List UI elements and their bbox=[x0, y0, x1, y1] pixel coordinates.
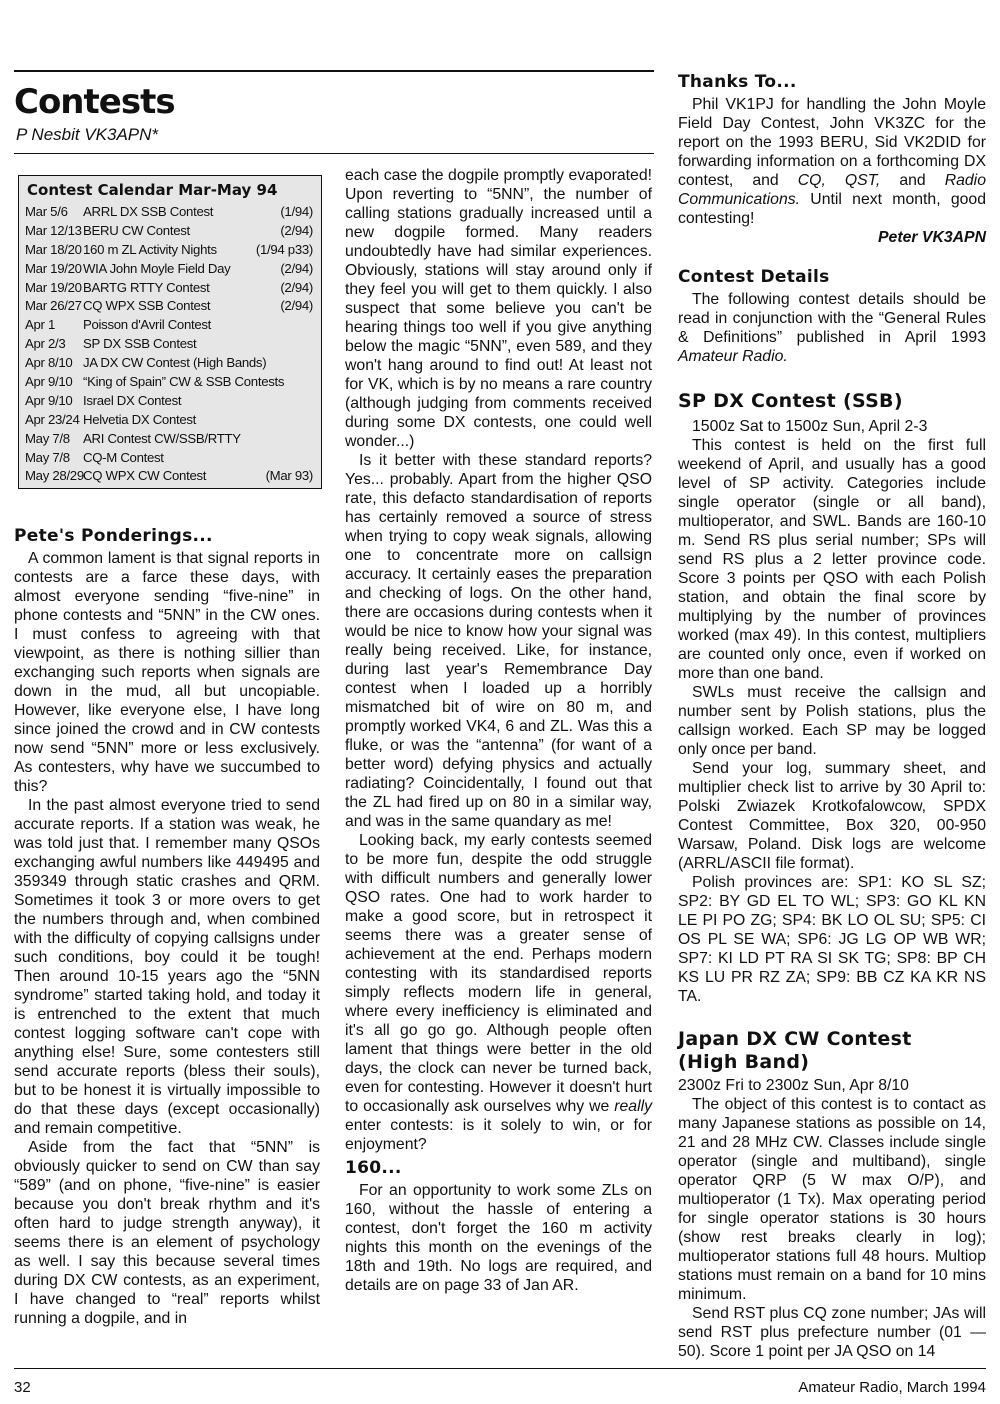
thanks-text-b: and bbox=[880, 172, 945, 189]
ponderings-paragraph-6 bbox=[345, 831, 652, 1154]
sp-dx-paragraph-1: This contest is held on the first full weekend of April, and usually has a good level of SP activity. Categories include single operator (single or all band), multioperator, and SWL. Bands are 160-10 m. Send RS plus serial number; SPs will send RS plus a 2 letter province code. Score 3 points per QSO with each Polish station, and obtain the final score by multiplying by the number of provinces worked (max 49). In this contest, multipliers are counted only once, even if worked on more than one band. bbox=[678, 437, 986, 682]
calendar-contest: Helvetia DX Contest bbox=[83, 411, 197, 427]
calendar-contest: JA DX CW Contest (High Bands) bbox=[83, 355, 267, 371]
calendar-ref bbox=[309, 392, 313, 411]
japan-heading-line-1: Japan DX CW Contest bbox=[678, 1028, 912, 1050]
calendar-date: Apr 9/10 bbox=[25, 374, 73, 390]
calendar-ref bbox=[309, 449, 313, 468]
calendar-date: Apr 8/10 bbox=[25, 355, 73, 371]
calendar-ref: (1/94) bbox=[280, 204, 313, 219]
calendar-row bbox=[25, 279, 313, 298]
calendar-contest: CQ-M Contest bbox=[83, 449, 164, 465]
contest-details-amateur-radio: Amateur Radio. bbox=[678, 348, 788, 365]
calendar-contest: CQ WPX CW Contest bbox=[83, 468, 207, 484]
japan-heading bbox=[678, 1028, 986, 1074]
thanks-text-a: Phil VK1PJ for handling the John Moyle Field Day Contest, John VK3ZC for the report on the 1993 BERU, Sid VK2DID for forwarding information on a forthcoming DX contest, and bbox=[678, 96, 986, 189]
calendar-title: Contest Calendar Mar-May 94 bbox=[27, 181, 278, 199]
ponderings-paragraph-1: A common lament is that signal reports in contests are a farce these days, with almost everyone sending “five-nine” in phone contests and “5NN” in the CW ones. I must confess to agreeing with that viewpoint, as there is nothing sillier than exchanging such reports when signals are down in the mud, all but uncopiable. However, like everyone else, I have long since joined the crowd and in CW contests now send “5NN” more or less exclusively. As contesters, why have we succumbed to this? bbox=[14, 550, 320, 795]
contest-details-heading: Contest Details bbox=[678, 267, 830, 287]
column-3 bbox=[678, 72, 986, 1361]
calendar-contest: WIA John Moyle Field Day bbox=[83, 260, 231, 276]
thanks-cq-qst: CQ, QST, bbox=[797, 172, 881, 189]
calendar-contest: BERU CW Contest bbox=[83, 222, 190, 238]
japan-paragraph-1: The object of this contest is to contact as many Japanese stations as possible on 14, 21 and 28 MHz CW. Classes include single operator (single and multiband), single operator QRP (5 W max O/P), and multioperator (1 Tx). Max operating period for single operator stations is 30 hours (show rest breaks clearly in log); multioperator stations full 48 hours. Multiop stations must remain on a band for 10 mins minimum. bbox=[678, 1096, 986, 1303]
footer-rule bbox=[14, 1368, 986, 1369]
calendar-row bbox=[25, 373, 313, 392]
calendar-ref: (2/94) bbox=[280, 260, 313, 276]
sp-dx-heading: SP DX Contest (SSB) bbox=[678, 390, 903, 412]
calendar-date: Mar 5/6 bbox=[25, 204, 68, 219]
calendar-date: Apr 9/10 bbox=[25, 392, 73, 408]
sp-dx-paragraph-2: SWLs must receive the callsign and number sent by Polish stations, plus the callsign worked. Each SP may be logged only once per band. bbox=[678, 684, 986, 758]
ponderings-paragraph-2: In the past almost everyone tried to send accurate reports. If a station was weak, he was told just that. I remember many QSOs exchanging awful numbers like 449495 and 359349 through static crashes and QRM. Sometimes it took 3 or more overs to get the numbers through and, when combined with the difficulty of copying callsigns under such conditions, boy could it be tough! Then around 10-15 years ago the “5NN syndrome” started taking hold, and today it is entrenched to the extent that much contest logging software can't cope with anything else! Sure, some contesters still send accurate reports (bless their souls), but to be honest it is virtually impossible to do that these days (except occasionally) and remain competitive. bbox=[14, 797, 320, 1137]
sp-dx-paragraph-3: Send your log, summary sheet, and multiplier check list to arrive by 30 April to: Polski Zwiazek Krotkofalowcow, SPDX Contest Committee, Box 320, 00-950 Warsaw, Poland. Disk logs are welcome (ARRL/ASCII file format). bbox=[678, 760, 986, 872]
calendar-row bbox=[25, 354, 313, 373]
calendar-ref: (1/94 p33) bbox=[255, 241, 313, 257]
japan-paragraph-2: Send RST plus CQ zone number; JAs will send RST plus prefecture number (01 — 50). Score 1 point per JA QSO on 14 bbox=[678, 1305, 986, 1360]
calendar-ref bbox=[309, 373, 313, 392]
calendar-contest: 160 m ZL Activity Nights bbox=[83, 241, 217, 257]
calendar-date: Mar 18/20 bbox=[25, 241, 82, 257]
thanks-text-c: Until next month, good contesting! bbox=[678, 191, 986, 227]
calendar-row bbox=[25, 297, 313, 316]
calendar-ref: (2/94) bbox=[280, 279, 313, 295]
calendar-row bbox=[25, 335, 313, 354]
thanks-radio-communications: Radio Communications. bbox=[678, 172, 986, 208]
calendar-contest: ARI Contest CW/SSB/RTTY bbox=[83, 430, 241, 446]
sp-dx-time: 1500z Sat to 1500z Sun, April 2-3 bbox=[692, 418, 928, 435]
sp-dx-paragraph-4: Polish provinces are: SP1: KO SL SZ; SP2: BY GD EL TO WL; SP3: GO KL KN LE PI PO ZG; SP4: BK LO OL SU; SP5: CI OS PL SE WA; SP6: JG LG OP WB WR; SP7: KI LD PT RA SI SK TG; SP8: BP CH KS LU PR RZ ZA; SP9: BB CZ KA KR NS TA. bbox=[678, 874, 986, 1005]
emphasis-really: really bbox=[614, 1098, 652, 1115]
calendar-row bbox=[25, 430, 313, 449]
calendar-contest: Israel DX Contest bbox=[83, 392, 182, 408]
calendar-row bbox=[25, 467, 313, 486]
page-title: Contests bbox=[14, 82, 175, 122]
top-rule bbox=[14, 70, 654, 72]
calendar-date: Mar 26/27 bbox=[25, 298, 82, 314]
calendar-date: Mar 19/20 bbox=[25, 260, 82, 276]
calendar-ref bbox=[309, 335, 313, 354]
section-160-heading: 160... bbox=[345, 1158, 402, 1178]
calendar-row bbox=[25, 222, 313, 241]
thanks-heading: Thanks To... bbox=[678, 72, 797, 92]
calendar-contest: SP DX SSB Contest bbox=[83, 336, 197, 352]
calendar-date: May 7/8 bbox=[25, 430, 70, 446]
calendar-date: Mar 19/20 bbox=[25, 279, 82, 295]
calendar-date: Mar 12/13 bbox=[25, 222, 82, 238]
column-1 bbox=[14, 526, 320, 1328]
calendar-ref: (Mar 93) bbox=[265, 468, 313, 484]
contest-details-text: The following contest details should be read in conjunction with the “General Rules & Definitions” published in April 1993 bbox=[678, 291, 986, 346]
ponderings-heading: Pete's Ponderings... bbox=[14, 526, 213, 546]
calendar-contest: CQ WPX SSB Contest bbox=[83, 298, 211, 314]
calendar-date: May 28/29 bbox=[25, 468, 84, 484]
ponderings-paragraph-5: Is it better with these standard reports? Yes... probably. Apart from the higher QSO rate, this defacto standardisation of reports has certainly removed a source of stress when trying to copy weak signals, allowing one to concentrate more on callsign accuracy. It certainly eases the preparation and checking of logs. On the other hand, there are occasions during contests when it would be nice to know how your signal was really being received. Like, for instance, during last year's Remembrance Day contest when I loaded up a horribly mismatched bit of wire on 80 m, and promptly worked VK4, 6 and ZL. Was this a fluke, or was the “antenna” (for want of a better word) defying physics and actually radiating? Coincidentally, I found out that the ZL had fired up on 80 in a similar way, and was in the same quandary as me! bbox=[345, 452, 652, 830]
calendar-row bbox=[25, 316, 313, 335]
ponderings-paragraph-3: Aside from the fact that “5NN” is obviously quicker to send on CW than say “589” (and on phone, “five-nine” is easier because you don't break rhythm and it's often hard to judge strength anyway), it seems there is an element of psychology as well. I say this because several times during DX CW contests, as an experiment, I have changed to “real” reports whilst running a dogpile, and in bbox=[14, 1139, 320, 1327]
ponderings-paragraph-6-text: Looking back, my early contests seemed to be more fun, despite the odd struggle with difficult numbers and generally lower QSO rates. One had to work harder to make a good score, but in retrospect it seems there was a greater sense of achievement at the end. Perhaps modern contesting with its standardised reports simply reflects modern life in general, where every inefficiency is eliminated and it's all go go go. Although people often lament that things were better in the old days, the clock can never be turned back, even for contesting. However it doesn't hurt to occasionally ask ourselves why we bbox=[345, 832, 652, 1115]
calendar-contest: ARRL DX SSB Contest bbox=[83, 204, 214, 219]
japan-time: 2300z Fri to 2300z Sun, Apr 8/10 bbox=[678, 1077, 909, 1094]
thanks-paragraph bbox=[678, 95, 986, 228]
calendar-ref bbox=[309, 411, 313, 430]
ponderings-paragraph-6-end: enter contests: is it solely to win, or for enjoyment? bbox=[345, 1117, 652, 1153]
calendar-ref bbox=[309, 354, 313, 373]
calendar-date: Apr 2/3 bbox=[25, 336, 66, 352]
calendar-row bbox=[25, 392, 313, 411]
calendar-contest: BARTG RTTY Contest bbox=[83, 279, 210, 295]
page-number: 32 bbox=[14, 1379, 31, 1396]
publication-footer: Amateur Radio, March 1994 bbox=[798, 1379, 986, 1396]
calendar-row bbox=[25, 411, 313, 430]
thanks-signoff: Peter VK3APN bbox=[878, 229, 986, 246]
title-rule bbox=[14, 153, 654, 154]
calendar-rows bbox=[25, 203, 313, 486]
calendar-ref: (2/94) bbox=[280, 222, 313, 238]
calendar-contest: “King of Spain” CW & SSB Contests bbox=[83, 374, 285, 390]
calendar-date: Apr 23/24 bbox=[25, 411, 80, 427]
calendar-row bbox=[25, 260, 313, 279]
calendar-ref bbox=[309, 430, 313, 449]
column-2 bbox=[345, 166, 652, 1295]
contest-calendar bbox=[18, 175, 322, 489]
calendar-row bbox=[25, 241, 313, 260]
japan-heading-line-2: (High Band) bbox=[678, 1051, 810, 1073]
ponderings-paragraph-4: each case the dogpile promptly evaporated! Upon reverting to “5NN”, the number of calling stations gradually increased until a new dogpile formed. Many readers undoubtedly have had similar experiences. Obviously, stations will stay around only if they feel you will get to them quickly. I also suspect that some believe you can't be hearing things too well if you give anything below the magic “5NN”, even 589, and they won't hang around to find out! At least not for VK, which is by no means a rare country (although judging from comments received during some DX contests, one could well wonder...) bbox=[345, 167, 652, 450]
calendar-row bbox=[25, 203, 313, 222]
calendar-date: Apr 1 bbox=[25, 317, 56, 333]
calendar-contest: Poisson d'Avril Contest bbox=[83, 317, 212, 333]
calendar-date: May 7/8 bbox=[25, 449, 70, 465]
calendar-ref: (2/94) bbox=[280, 298, 313, 314]
calendar-row bbox=[25, 449, 313, 468]
contest-details-paragraph bbox=[678, 290, 986, 366]
section-160-paragraph: For an opportunity to work some ZLs on 160, without the hassle of entering a contest, don't forget the 160 m activity nights this month on the evenings of the 18th and 19th. No logs are required, and details are on page 33 of Jan AR. bbox=[345, 1182, 652, 1294]
calendar-ref bbox=[309, 316, 313, 335]
byline: P Nesbit VK3APN* bbox=[16, 125, 159, 144]
